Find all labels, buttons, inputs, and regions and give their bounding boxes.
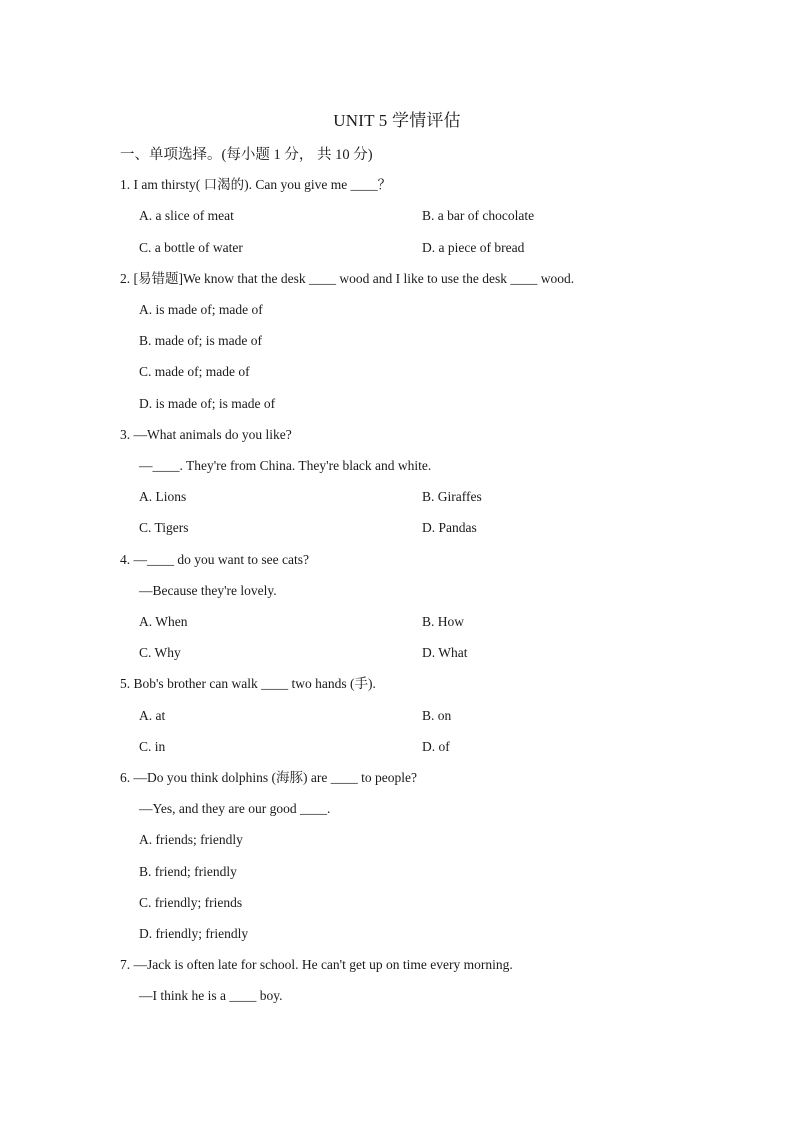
option-c: C. made of; made of <box>139 364 250 379</box>
option-d: D. a piece of bread <box>422 240 525 255</box>
question-dialogue-line: —____. They're from China. They're black and white. <box>139 458 432 473</box>
option-d: D. Pandas <box>422 520 477 535</box>
question-stem: 2. [易错题]We know that the desk ____ wood and I like to use the desk ____ wood. <box>120 271 575 286</box>
option-d: D. of <box>422 739 450 754</box>
option-a: A. Lions <box>139 489 187 504</box>
option-a: A. friends; friendly <box>139 832 243 847</box>
option-b: B. a bar of chocolate <box>422 208 535 223</box>
option-c: C. Why <box>139 645 181 660</box>
question-stem: 1. I am thirsty( 口渴的). Can you give me ____？ <box>120 177 392 192</box>
question-dialogue-line: —I think he is a ____ boy. <box>139 988 283 1003</box>
option-a: A. a slice of meat <box>139 208 234 223</box>
option-a: A. is made of; made of <box>139 302 263 317</box>
option-d: D. What <box>422 645 468 660</box>
page-title: UNIT 5 学情评估 <box>333 111 461 130</box>
option-c: C. Tigers <box>139 520 189 535</box>
option-b: B. made of; is made of <box>139 333 262 348</box>
question-dialogue-line: —Yes, and they are our good ____. <box>139 801 331 816</box>
option-b: B. How <box>422 614 465 629</box>
option-d: D. is made of; is made of <box>139 396 276 411</box>
option-d: D. friendly; friendly <box>139 926 249 941</box>
option-b: B. friend; friendly <box>139 864 237 879</box>
option-a: A. When <box>139 614 188 629</box>
option-b: B. Giraffes <box>422 489 482 504</box>
option-c: C. friendly; friends <box>139 895 243 910</box>
question-stem: 5. Bob's brother can walk ____ two hands (手). <box>120 676 376 691</box>
option-c: C. a bottle of water <box>139 240 243 255</box>
question-stem: 7. —Jack is often late for school. He can't get up on time every morning. <box>120 957 513 972</box>
question-stem: 6. —Do you think dolphins (海豚) are ____ to people? <box>120 770 417 785</box>
option-c: C. in <box>139 739 166 754</box>
option-b: B. on <box>422 708 452 723</box>
question-stem: 4. —____ do you want to see cats? <box>120 552 309 567</box>
question-stem: 3. —What animals do you like? <box>120 427 292 442</box>
question-dialogue-line: —Because they're lovely. <box>139 583 277 598</box>
option-a: A. at <box>139 708 166 723</box>
section-heading: 一、单项选择。(每小题 1 分， 共 10 分) <box>120 147 373 163</box>
